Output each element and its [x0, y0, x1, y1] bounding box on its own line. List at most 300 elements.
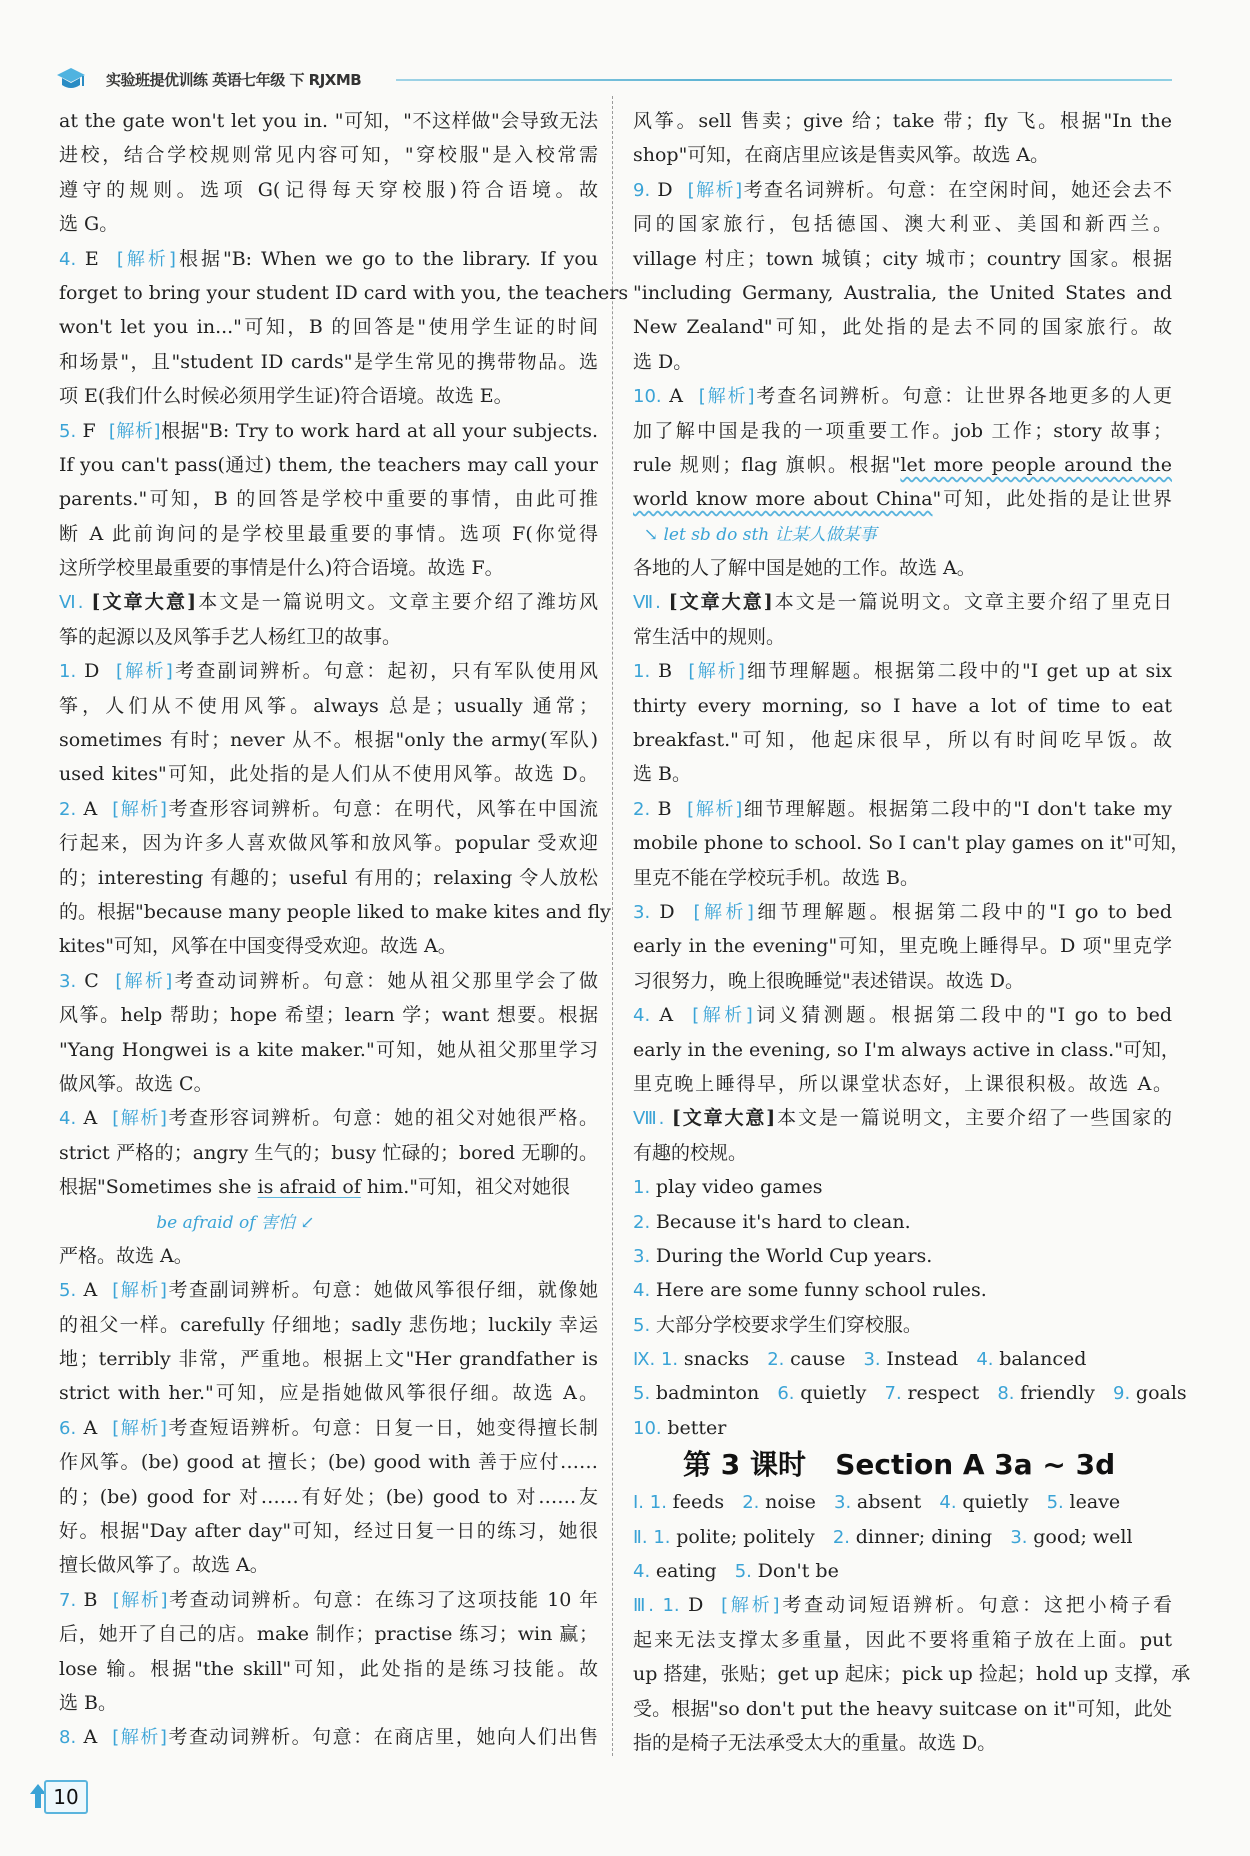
text-segment: 考查动词辨析。句意：她从祖父那里学会了做: [172, 969, 598, 992]
text-segment: lose 输。根据"the skill"可知，此处指的是练习技能。故: [59, 1657, 598, 1680]
text-segment: respect: [907, 1382, 998, 1405]
text-line: [633, 276, 1172, 310]
text-line: [59, 1273, 598, 1307]
item-number: 5.: [1046, 1492, 1070, 1514]
analysis-tag: [解析]: [112, 1108, 167, 1130]
text-line: [59, 276, 629, 310]
underlined-text: is afraid of: [257, 1176, 361, 1199]
item-number: 4.: [633, 1005, 660, 1027]
item-number: 6.: [777, 1383, 801, 1405]
handwritten-note: ↘ let sb do sth 让某人做某事: [633, 524, 877, 545]
text-line: [59, 1720, 598, 1754]
item-number: Ⅰ.: [633, 1492, 650, 1514]
item-number: Ⅵ.: [59, 592, 92, 614]
text-line: [633, 1376, 1187, 1410]
text-line: [633, 723, 1172, 757]
text-line: [59, 242, 598, 276]
text-line: [633, 207, 1172, 241]
text-line: [633, 173, 1172, 207]
text-segment: New Zealand"可知，此处指的是去不同的国家旅行。故: [633, 316, 1172, 339]
text-segment: badminton: [655, 1382, 778, 1405]
text-line: [633, 585, 1172, 619]
section-tag: [文章大意]: [671, 1107, 776, 1130]
item-number: 2.: [59, 798, 84, 820]
text-line: [633, 792, 1172, 826]
item-number: 10.: [633, 1417, 668, 1439]
header-rule: [396, 79, 1172, 81]
page-number-badge: [30, 1778, 88, 1814]
item-number: 5.: [633, 1314, 656, 1336]
text-line: [633, 1033, 1180, 1067]
text-segment: 各地的人了解中国是她的工作。故选 A。: [633, 557, 976, 580]
text-line: [59, 1445, 598, 1479]
text-segment: 本文是一篇说明文。文章主要介绍了潍坊风: [196, 591, 598, 614]
text-segment: 考查动词辨析。句意：在商店里，她向人们出售: [166, 1726, 598, 1749]
text-line: [633, 1101, 1172, 1135]
text-line: [59, 861, 598, 895]
text-segment: 受。根据"so don't put the heavy suitcase on it"可知，此处: [633, 1697, 1172, 1720]
text-segment: A: [83, 1726, 113, 1749]
text-segment: parents."可知，B 的回答是学校中重要的事情，由此可推: [59, 488, 598, 511]
item-number: 5.: [59, 420, 83, 442]
text-line: [59, 138, 598, 172]
text-line: [59, 1411, 598, 1445]
text-segment: dinner; dining: [855, 1525, 1011, 1548]
text-segment: 选 D。: [633, 350, 693, 373]
page-header: [56, 64, 1172, 94]
item-number: 3.: [633, 901, 660, 923]
text-segment: shop"可知，在商店里应该是售卖风筝。故选 A。: [633, 144, 1050, 167]
text-line: [633, 1485, 1172, 1519]
text-line: [59, 620, 598, 654]
item-number: 9.: [1113, 1383, 1136, 1405]
text-line: [59, 1033, 598, 1067]
item-number: 4.: [939, 1492, 963, 1514]
text-segment: 根据"B: Try to work hard at all your subjects.: [160, 419, 598, 442]
text-segment: F: [82, 419, 109, 442]
item-number: 8.: [59, 1727, 84, 1749]
text-line: [633, 757, 1172, 791]
text-line: [633, 1726, 1172, 1760]
text-segment: 考查副词辨析。句意：她做风筝很仔细，就像她: [166, 1279, 598, 1302]
text-segment: 有趣的校规。: [633, 1141, 748, 1164]
text-line: [633, 1136, 1172, 1170]
item-number: 1.: [649, 1492, 673, 1514]
text-segment: 和场景"，且"student ID cards"是学生常见的携带物品。选: [59, 350, 598, 373]
text-segment: Instead: [886, 1348, 977, 1371]
item-number: 1.: [633, 661, 659, 683]
text-segment: 本文是一篇说明文，主要介绍了一些国家的: [775, 1107, 1172, 1130]
text-line: [633, 414, 1172, 448]
text-line: [633, 1273, 1172, 1307]
text-line: [59, 310, 598, 344]
text-segment: used kites"可知，此处指的是人们从不使用风筝。故选 D。: [59, 763, 598, 786]
text-segment: early in the evening, so I'm always active in class."可知，: [633, 1038, 1180, 1061]
text-segment: 风筝。sell 售卖；give 给；take 带；fly 飞。根据"In the: [633, 110, 1172, 132]
text-segment: Because it's hard to clean.: [655, 1210, 911, 1233]
item-number: 1.: [59, 661, 85, 683]
text-line: [633, 104, 1172, 138]
text-line: [59, 517, 598, 551]
text-line: [633, 1308, 1172, 1342]
text-segment: 好。根据"Day after day"可知，经过日复一日的练习，她很: [59, 1520, 598, 1543]
text-segment: quietly: [962, 1491, 1047, 1514]
text-segment: 大部分学校要求学生们穿校服。: [655, 1313, 922, 1336]
text-line: [633, 1411, 1172, 1445]
text-segment: 起来无法支撑太多重量，因此不要将重箱子放在上面。put: [633, 1628, 1172, 1651]
text-line: [59, 585, 598, 619]
text-segment: A: [669, 385, 699, 408]
item-number: Ⅱ.: [633, 1526, 654, 1548]
text-segment: 的；interesting 有趣的；useful 有用的；relaxing 令人放松: [59, 866, 598, 889]
text-line: [59, 929, 598, 963]
text-line: [633, 517, 1172, 551]
text-segment: E: [84, 247, 117, 270]
analysis-tag: [解析]: [687, 179, 743, 201]
text-line: [633, 345, 1172, 379]
analysis-tag: [解析]: [687, 798, 743, 820]
item-number: 2.: [742, 1492, 766, 1514]
text-line: [59, 379, 598, 413]
text-segment: 第 3 课时 Section A 3a ~ 3d: [683, 1448, 1116, 1482]
text-segment: C: [84, 969, 116, 992]
text-segment: rule 规则；flag 旗帜。根据": [633, 453, 901, 476]
text-segment: balanced: [999, 1348, 1087, 1371]
text-line: [633, 1205, 1172, 1239]
text-segment: B: [83, 1588, 113, 1611]
text-segment: 考查形容词辨析。句意：她的祖父对她很严格。: [166, 1107, 598, 1130]
text-segment: 常生活中的规则。: [633, 625, 786, 648]
text-segment: cause: [790, 1348, 864, 1371]
handwritten-note: be afraid of 害怕 ↙: [59, 1212, 315, 1233]
text-line: [59, 964, 598, 998]
text-line: [59, 1205, 598, 1239]
item-number: 4.: [976, 1349, 1000, 1371]
text-line: [633, 242, 1172, 276]
item-number: 2.: [633, 798, 658, 820]
text-segment: 考查动词辨析。句意：在练习了这项技能 10 年: [167, 1588, 598, 1611]
text-line: [59, 414, 598, 448]
text-segment: A: [83, 797, 113, 820]
book-title: 实验班提优训练 英语七年级 下 RJXMB: [106, 71, 362, 89]
text-segment: 考查短语辨析。句意：日复一日，她变得擅长制: [166, 1416, 598, 1439]
analysis-tag: [解析]: [112, 1280, 167, 1302]
analysis-tag: [解析]: [112, 1417, 167, 1439]
text-line: [633, 1067, 1172, 1101]
analysis-tag: [解析]: [112, 798, 167, 820]
text-line: [633, 689, 1172, 723]
item-number: 3.: [633, 1245, 656, 1267]
text-line: [59, 1067, 598, 1101]
text-segment: 的；(be) good for 对……有好处；(be) good to 对……友: [59, 1485, 598, 1508]
item-number: 6.: [59, 1417, 84, 1439]
analysis-tag: [解析]: [116, 661, 173, 683]
text-line: [59, 895, 611, 929]
text-line: [59, 757, 598, 791]
item-number: 8.: [997, 1383, 1021, 1405]
item-number: 7.: [884, 1383, 908, 1405]
text-segment: 加了解中国是我的一项重要工作。job 工作；story 故事；: [633, 419, 1172, 442]
text-segment: 根据"Sometimes she: [59, 1176, 258, 1199]
text-segment: D: [659, 900, 694, 923]
item-number: 4.: [59, 1108, 84, 1130]
text-segment: quietly: [800, 1382, 885, 1405]
text-segment: won't let you in..."可知，B 的回答是"使用学生证的时间: [59, 316, 598, 339]
text-line: [59, 1170, 598, 1204]
text-line: [59, 689, 598, 723]
item-number: 1.: [633, 1177, 656, 1199]
text-segment: eating: [655, 1560, 735, 1583]
text-line: [59, 654, 598, 688]
text-segment: 筝，人们从不使用风筝。always 总是；usually 通常；: [59, 694, 598, 717]
item-number: 5.: [734, 1561, 758, 1583]
item-number: 1.: [653, 1526, 677, 1548]
text-line: [633, 826, 1190, 860]
text-segment: 项 E(我们什么时候必须用学生证)符合语境。故选 E。: [59, 385, 513, 408]
item-number: 7.: [59, 1589, 84, 1611]
text-segment: 里克晚上睡得早，所以课堂状态好，上课很积极。故选 A。: [633, 1072, 1172, 1095]
analysis-tag: [解析]: [721, 1595, 780, 1617]
text-segment: "including Germany, Australia, the United States and: [633, 281, 1172, 304]
text-segment: 筝的起源以及风筝手艺人杨红卫的故事。: [59, 625, 402, 648]
text-line: [59, 998, 598, 1032]
text-segment: 细节理解题。根据第二段中的"I don't take my: [742, 797, 1173, 820]
text-segment: breakfast."可知，他起床很早，所以有时间吃早饭。故: [633, 729, 1172, 752]
text-segment: noise: [765, 1491, 835, 1514]
text-line: [59, 1308, 598, 1342]
text-line: [633, 1554, 1172, 1588]
text-segment: 本文是一篇说明文。文章主要介绍了里克日: [772, 591, 1172, 614]
text-line: [633, 1623, 1172, 1657]
text-line: [59, 1480, 598, 1514]
item-number: 2.: [633, 1211, 656, 1233]
item-number: 10.: [633, 386, 670, 408]
text-line: [59, 1342, 598, 1376]
text-segment: 考查形容词辨析。句意：在明代，风筝在中国流: [166, 797, 598, 820]
text-segment: 后，她开了自己的店。make 制作；practise 练习；win 赢；: [59, 1623, 598, 1646]
item-number: Ⅶ.: [633, 592, 669, 614]
text-line: [59, 1652, 598, 1686]
text-line: [633, 895, 1172, 929]
text-segment: play video games: [655, 1176, 823, 1199]
analysis-tag: [解析]: [108, 420, 161, 442]
text-segment: 细节理解题。根据第二段中的"I go to bed: [753, 900, 1173, 923]
text-line: [633, 1239, 1172, 1273]
text-line: [633, 1692, 1172, 1726]
analysis-tag: [解析]: [112, 1727, 167, 1749]
text-segment: 考查名词辨析。句意：让世界各地更多的人更: [754, 385, 1172, 408]
text-line: [59, 1376, 598, 1410]
item-number: 3.: [834, 1492, 857, 1514]
text-segment: 根据"B: When we go to the library. If you: [175, 247, 598, 270]
text-segment: 进校，结合学校规则常见内容可知，"穿校服"是入校常需: [59, 144, 598, 167]
text-segment: feeds: [672, 1491, 743, 1514]
text-segment: early in the evening"可知，里克晚上睡得早。D 项"里克学: [633, 935, 1172, 958]
section-tag: [文章大意]: [668, 591, 773, 614]
text-segment: good; well: [1033, 1525, 1133, 1548]
text-segment: 地；terribly 非常，严重地。根据上文"Her grandfather is: [59, 1348, 598, 1371]
item-number: Ⅲ.: [633, 1595, 663, 1617]
text-line: [633, 654, 1172, 688]
text-segment: 考查名词辨析。句意：在空闲时间，她还会去不: [742, 178, 1173, 201]
text-segment: 遵守的规则。选项 G(记得每天穿校服)符合语境。故: [59, 178, 598, 201]
text-segment: 风筝。help 帮助；hope 希望；learn 学；want 想要。根据: [59, 1004, 598, 1027]
text-line: [59, 173, 598, 207]
text-segment: 习很努力，晚上很晚睡觉"表述错误。故选 D。: [633, 969, 1025, 992]
text-line: [59, 104, 598, 138]
text-segment: 作风筝。(be) good at 擅长；(be) good with 善于应付……: [59, 1451, 598, 1474]
text-line: [59, 1136, 598, 1170]
text-line: [59, 1686, 598, 1720]
item-number: 2.: [767, 1349, 791, 1371]
text-line: [59, 448, 598, 482]
text-segment: 这所学校里最重要的事情是什么)符合语境。故选 F。: [59, 557, 504, 580]
text-segment: If you can't pass(通过) them, the teachers may call your: [59, 453, 598, 476]
text-segment: leave: [1069, 1491, 1121, 1514]
text-segment: 的祖父一样。carefully 仔细地；sadly 悲伤地；luckily 幸运: [59, 1313, 598, 1336]
text-line: [633, 620, 1172, 654]
text-line: [59, 207, 598, 241]
text-segment: him."可知，祖父对她很: [360, 1176, 571, 1199]
item-number: 4.: [59, 248, 85, 270]
item-number: Ⅷ.: [633, 1108, 672, 1130]
text-line: [633, 379, 1172, 413]
text-segment: D: [688, 1594, 722, 1617]
text-segment: 考查副词辨析。句意：起初，只有军队使用风: [172, 660, 598, 683]
analysis-tag: [解析]: [112, 1589, 168, 1611]
text-line: [59, 1239, 598, 1273]
text-line: [59, 1617, 598, 1651]
text-segment: A: [83, 1279, 113, 1302]
item-number: 4.: [633, 1280, 656, 1302]
text-segment: B: [657, 797, 688, 820]
text-line: [59, 482, 598, 516]
text-segment: at the gate won't let you in. "可知，"不这样做"会导致无法: [59, 110, 598, 132]
analysis-tag: [解析]: [698, 386, 755, 408]
column-divider: [612, 96, 613, 1756]
text-segment: kites"可知，风筝在中国变得受欢迎。故选 A。: [59, 935, 457, 958]
text-segment: A: [83, 1107, 113, 1130]
text-line: [633, 310, 1172, 344]
text-line: [633, 1342, 1172, 1376]
text-line: [633, 1520, 1172, 1554]
analysis-tag: [解析]: [692, 1005, 753, 1027]
item-number: 1.: [662, 1595, 689, 1617]
text-segment: absent: [856, 1491, 940, 1514]
graduation-cap-icon: [56, 66, 86, 92]
right-column: [633, 104, 1191, 1760]
analysis-tag: [解析]: [116, 248, 176, 270]
wavy-underlined-text: let more people around the: [900, 453, 1173, 476]
text-segment: 里克不能在学校玩手机。故选 B。: [633, 866, 920, 889]
text-line: [59, 792, 598, 826]
text-segment: strict with her."可知，应是指她做风筝很仔细。故选 A。: [59, 1382, 598, 1405]
analysis-tag: [解析]: [693, 901, 754, 923]
item-number: 4.: [633, 1561, 656, 1583]
text-line: [633, 138, 1172, 172]
item-number: Ⅸ.: [633, 1349, 661, 1371]
text-segment: goals: [1135, 1382, 1187, 1405]
text-line: [59, 1514, 598, 1548]
text-line: [633, 964, 1172, 998]
text-line: [633, 1588, 1172, 1622]
text-segment: Don't be: [757, 1560, 839, 1583]
text-line: [633, 1657, 1191, 1691]
text-line: [59, 345, 598, 379]
text-line: [59, 1548, 598, 1582]
text-segment: 词义猜测题。根据第二段中的"I go to bed: [752, 1004, 1172, 1027]
text-line: [59, 1583, 598, 1617]
text-segment: 细节理解题。根据第二段中的"I get up at six: [744, 660, 1173, 683]
page-number: 10: [44, 1780, 88, 1814]
text-segment: forget to bring your student ID card with you, the teachers: [59, 281, 629, 304]
text-line: [59, 826, 598, 860]
text-segment: 严格。故选 A。: [59, 1244, 193, 1267]
text-segment: 考查动词短语辨析。句意：这把小椅子看: [779, 1594, 1172, 1617]
section-tag: [文章大意]: [91, 591, 197, 614]
text-segment: mobile phone to school. So I can't play games on it"可知，: [633, 832, 1190, 855]
text-line: [633, 861, 1172, 895]
item-number: 3.: [1010, 1526, 1034, 1548]
analysis-tag: [解析]: [688, 661, 745, 683]
text-line: [633, 1170, 1172, 1204]
text-segment: A: [659, 1004, 693, 1027]
text-segment: "可知，此处指的是让世界: [932, 488, 1172, 511]
text-segment: 选 G。: [59, 213, 119, 236]
text-segment: 擅长做风筝了。故选 A。: [59, 1554, 269, 1577]
text-segment: thirty every morning, so I have a lot of time to eat: [633, 694, 1172, 717]
text-segment: D: [84, 660, 116, 683]
text-segment: D: [657, 178, 688, 201]
text-segment: 做风筝。故选 C。: [59, 1072, 213, 1095]
item-number: 5.: [633, 1383, 656, 1405]
text-segment: strict 严格的；angry 生气的；busy 忙碌的；bored 无聊的。: [59, 1141, 598, 1164]
text-segment: sometimes 有时；never 从不。根据"only the army(军队): [59, 729, 598, 752]
text-segment: 行起来，因为许多人喜欢做风筝和放风筝。popular 受欢迎: [59, 832, 598, 855]
text-segment: 的。根据"because many people liked to make kites and fly: [59, 900, 611, 923]
item-number: 5.: [59, 1280, 84, 1302]
item-number: 2.: [832, 1526, 856, 1548]
text-segment: better: [667, 1416, 727, 1439]
text-segment: "Yang Hongwei is a kite maker."可知，她从祖父那里学习: [59, 1038, 598, 1061]
analysis-tag: [解析]: [115, 970, 173, 992]
text-line: [633, 551, 1172, 585]
text-segment: 指的是椅子无法承受太大的重量。故选 D。: [633, 1731, 997, 1754]
text-segment: polite; politely: [676, 1525, 833, 1548]
text-segment: During the World Cup years.: [655, 1244, 933, 1267]
text-segment: up 搭建，张贴；get up 起床；pick up 捡起；hold up 支撑，承: [633, 1663, 1191, 1686]
text-segment: B: [658, 660, 689, 683]
wavy-underlined-text: world know more about China: [633, 488, 933, 511]
text-segment: 同的国家旅行，包括德国、澳大利亚、美国和新西兰。: [633, 213, 1172, 236]
text-segment: A: [83, 1416, 113, 1439]
text-segment: Here are some funny school rules.: [655, 1279, 987, 1302]
text-segment: village 村庄；town 城镇；city 城市；country 国家。根据: [633, 247, 1172, 270]
text-segment: snacks: [683, 1348, 768, 1371]
text-segment: friendly: [1020, 1382, 1113, 1405]
text-line: [59, 723, 598, 757]
text-line: [59, 1101, 598, 1135]
text-segment: 选 B。: [633, 763, 692, 786]
text-line: [59, 551, 598, 585]
text-segment: 选 B。: [59, 1691, 118, 1714]
text-segment: 断 A 此前询问的是学校里最重要的事情。选项 F(你觉得: [59, 522, 598, 545]
text-line: [633, 998, 1172, 1032]
section-heading: [633, 1445, 1172, 1485]
left-column: [59, 104, 629, 1755]
text-line: [633, 482, 1172, 516]
text-line: [633, 929, 1172, 963]
